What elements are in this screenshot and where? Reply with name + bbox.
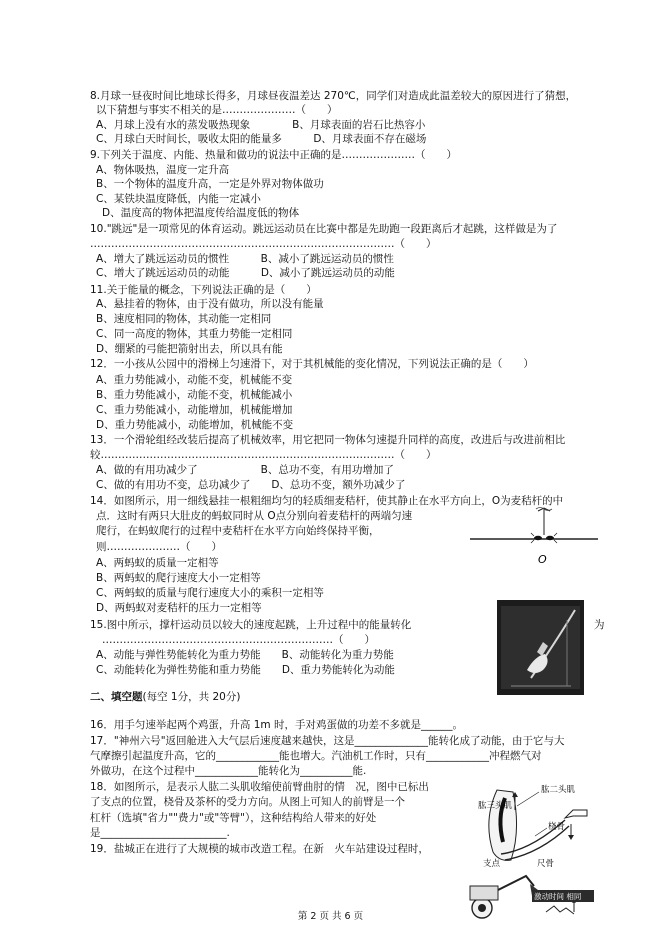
q13-stem-line1: 13．一个滑轮组经改装后提高了机械效率，用它把同一物体匀速提升同样的高度，改进后与改进前相比 bbox=[90, 434, 566, 446]
q13-stem-line2: 较…………………………………………………………………………（ ） bbox=[90, 449, 437, 461]
label-radius: 桡骨 bbox=[548, 822, 566, 832]
q16-text: 16．用手匀速举起两个鸡蛋，升高 1m 时，手对鸡蛋做的功差不多就是______。 bbox=[90, 719, 463, 731]
q12-option-a: A、重力势能减小，动能不变，机械能不变 bbox=[96, 374, 293, 386]
q10-options-cd: C、增大了跳远运动员的动能 D、减小了跳远运动员的动能 bbox=[96, 267, 395, 279]
q15-stem-line1: 15.图中所示，撑杆运动员以较大的速度起跳，上升过程中的能量转化 bbox=[90, 619, 412, 631]
q14-option-a: A、两蚂蚁的质量一定相等 bbox=[96, 557, 219, 569]
q10-options-ab: A、增大了跳远运动员的惯性 B、减小了跳远运动员的惯性 bbox=[96, 253, 394, 265]
q14-option-d: D、两蚂蚁对麦秸杆的压力一定相等 bbox=[96, 602, 262, 614]
q18-line3: 杠杆（选填"省力""费力"或"等臂"），这种结构给人带来的好处 bbox=[90, 812, 377, 824]
label-pivot: 支点 bbox=[483, 859, 501, 869]
label-biceps: 肱二头肌 bbox=[541, 785, 576, 795]
q14-option-b: B、两蚂蚁的爬行速度大小一定相等 bbox=[96, 572, 261, 584]
label-triceps: 肱三头肌 bbox=[478, 801, 513, 811]
pole-vault-photo bbox=[497, 600, 584, 695]
q13-options-cd: C、做的有用功不变，总功减少了 D、总功不变，额外功减少了 bbox=[96, 479, 406, 491]
q11-stem: 11.关于能量的概念，下列说法正确的是（ ） bbox=[90, 284, 317, 296]
q8-stem-line2: 以下猜想与事实不相关的是…………………（ ） bbox=[96, 104, 338, 116]
q14-stem-line4: 则…………………（ ） bbox=[96, 541, 222, 553]
q11-option-b: B、速度相同的物体，其动能一定相同 bbox=[96, 313, 272, 325]
section2-title: 二、填空题 bbox=[90, 691, 143, 703]
q15-options-ab: A、动能与弹性势能转化为重力势能 B、动能转化为重力势能 bbox=[96, 649, 394, 661]
q8-options-ab: A、月球上没有水的蒸发吸热现象 B、月球表面的岩石比热容小 bbox=[96, 119, 426, 131]
q17-line2: 气摩擦引起温度升高，它的____________能也增大。汽油机工作时，只有____________冲程燃气对 bbox=[90, 750, 542, 762]
straw-balance-figure bbox=[468, 505, 600, 567]
q17-line3: 外做功，在这个过程中____________能转化为__________能. bbox=[90, 765, 367, 777]
q11-option-d: D、绷紧的弓能把箭射出去，所以具有能 bbox=[96, 343, 283, 355]
q12-stem: 12．一小孩从公园中的滑梯上匀速滑下，对于其机械能的变化情况，下列说法正确的是（ ） bbox=[90, 358, 534, 370]
q9-option-a: A、物体吸热，温度一定升高 bbox=[96, 164, 230, 176]
q15-stem-line1-end: 为 bbox=[594, 619, 605, 631]
q8-options-cd: C、月球白天时间长，吸收太阳的能量多 D、月球表面不存在磁场 bbox=[96, 133, 427, 145]
q14-stem-line3: 爬行，在蚂蚁爬行的过程中麦秸杆在水平方向始终保持平衡， bbox=[96, 525, 380, 537]
q11-option-c: C、同一高度的物体，其重力势能一定相同 bbox=[96, 328, 293, 340]
q8-stem-line1: 8.月球一昼夜时间比地球长得多，月球昼夜温差达 270℃，同学们对造成此温差较大的原因进行了猜想， bbox=[90, 90, 577, 102]
label-ulna: 尺骨 bbox=[537, 859, 555, 869]
q10-stem-line2: ……………………………………………………………………………（ ） bbox=[90, 238, 437, 250]
q12-option-d: D、重力势能减小，动能增加，机械能不变 bbox=[96, 419, 294, 431]
q15-stem-line2: …………………………………………………………（ ） bbox=[102, 634, 375, 646]
q17-line1: 17．"神州六号"返回舱进入大气层后速度越来越快，这是______________能转化成了动能，由于它与大 bbox=[90, 735, 565, 747]
pivot-label-o: O bbox=[538, 553, 547, 566]
q14-stem-line1: 14．如图所示，用一细线悬挂一根粗细均匀的轻质细麦秸杆，使其静止在水平方向上，O为麦秸杆的中 bbox=[90, 495, 564, 507]
q14-option-c: C、两蚂蚁的质量与爬行速度大小的乘积一定相等 bbox=[96, 587, 324, 599]
q18-line4: 是________________________. bbox=[90, 827, 230, 839]
q14-stem-line2: 点．这时有两只大肚皮的蚂蚁同时从 O点分别向着麦秸杆的两端匀速 bbox=[96, 510, 413, 522]
page-footer: 第 2 页 共 6 页 bbox=[297, 911, 364, 922]
q10-stem-line1: 10."跳远"是一项常见的体育运动。跳远运动员在比赛中都是先助跑一段距离后才起跳，这样做是为了 bbox=[90, 223, 558, 235]
q18-line1: 18．如图所示，是表示人肱二头肌收缩使前臂曲肘的情 况，图中已标出 bbox=[90, 781, 429, 793]
arm-lever-figure bbox=[475, 780, 595, 870]
q12-option-b: B、重力势能减小，动能不变，机械能减小 bbox=[96, 389, 293, 401]
q11-option-a: A、悬挂着的物体，由于没有做功，所以没有能量 bbox=[96, 298, 324, 310]
q9-option-b: B、一个物体的温度升高，一定是外界对物体做功 bbox=[96, 178, 324, 190]
figure-caption: 激动时间 相同 bbox=[534, 892, 582, 901]
q15-options-cd: C、动能转化为弹性势能和重力势能 D、重力势能转化为动能 bbox=[96, 664, 395, 676]
q12-option-c: C、重力势能减小，动能增加，机械能增加 bbox=[96, 404, 293, 416]
q9-stem: 9.下列关于温度、内能、热量和做功的说法中正确的是…………………（ ） bbox=[90, 149, 458, 161]
q9-option-c: C、某铁块温度降低，内能一定减小 bbox=[96, 193, 261, 205]
q9-option-d: D、温度高的物体把温度传给温度低的物体 bbox=[102, 207, 300, 219]
q18-line2: 了支点的位置，桡骨及茶杯的受力方向。从图上可知人的前臂是一个 bbox=[90, 796, 405, 808]
q19-line1: 19．盐城正在进行了大规模的城市改造工程。在新 火车站建设过程时， bbox=[90, 843, 429, 855]
section2-note: (每空 1分，共 20分) bbox=[142, 691, 241, 703]
section2-header bbox=[90, 690, 240, 704]
q13-options-ab: A、做的有用功减少了 B、总功不变，有用功增加了 bbox=[96, 464, 394, 476]
